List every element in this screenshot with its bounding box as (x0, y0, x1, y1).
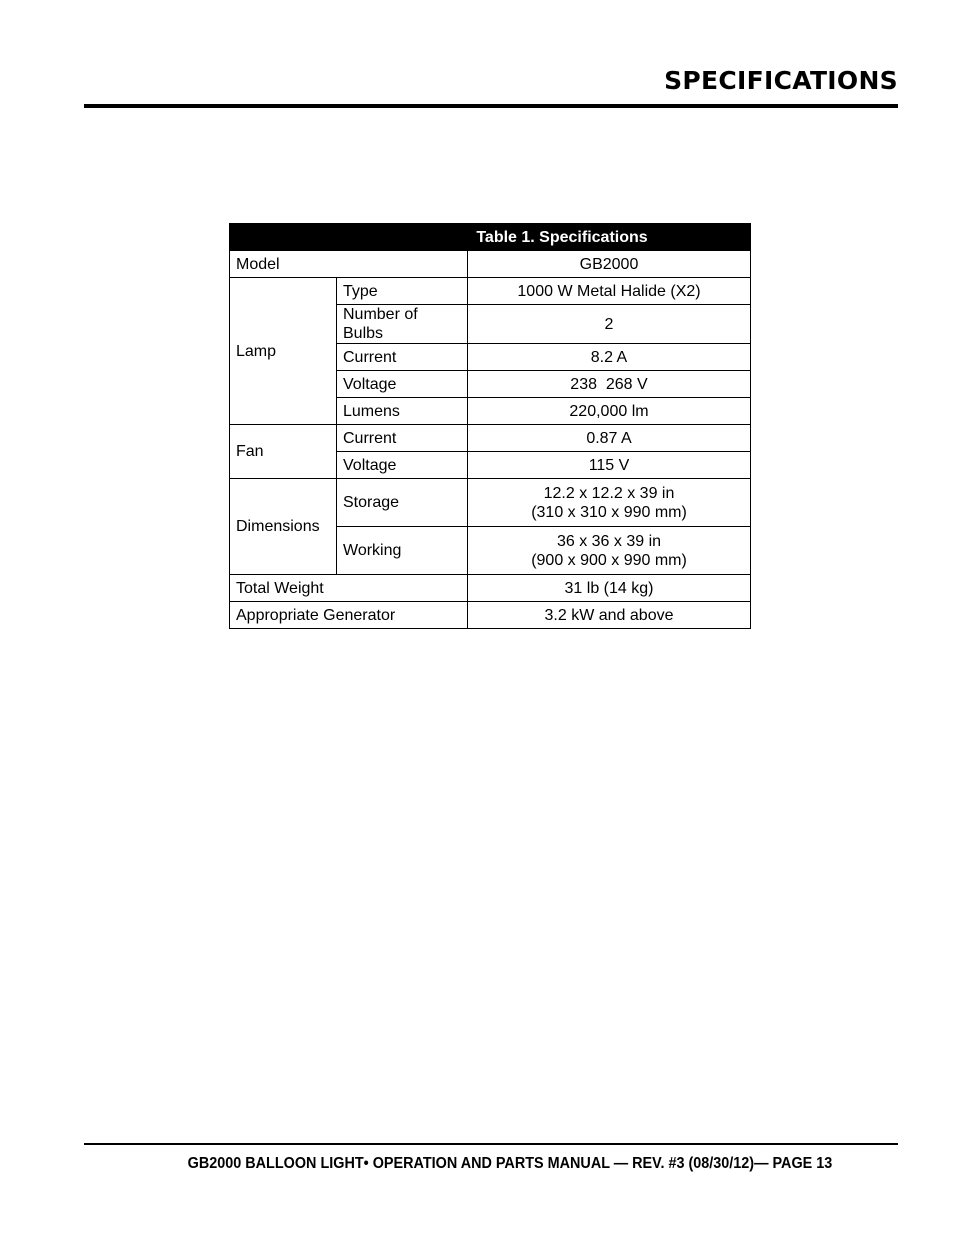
table-row (230, 602, 751, 629)
fan-current-label: Current (337, 425, 468, 452)
table-row (230, 575, 751, 602)
lamp-bulbs-label: Number of Bulbs (337, 305, 468, 344)
fan-voltage-value: 115 V (468, 452, 751, 479)
generator-label: Appropriate Generator (230, 602, 468, 629)
model-value: GB2000 (468, 251, 751, 278)
table-row (230, 479, 751, 527)
lamp-voltage-value: 238 268 V (468, 371, 751, 398)
lamp-lumens-label: Lumens (337, 398, 468, 425)
lamp-label: Lamp (230, 278, 337, 425)
weight-value: 31 lb (14 kg) (468, 575, 751, 602)
page-title: SPECIFICATIONS (664, 66, 898, 95)
table-caption-row (230, 224, 751, 251)
weight-label: Total Weight (230, 575, 468, 602)
lamp-type-value: 1000 W Metal Halide (X2) (468, 278, 751, 305)
dimensions-working-value-line1: 36 x 36 x 39 in (556, 532, 662, 550)
table-row (230, 278, 751, 305)
dimensions-working-value (468, 527, 751, 575)
dimensions-storage-value-line1: 12.2 x 12.2 x 39 in (543, 484, 675, 502)
lamp-type-label: Type (337, 278, 468, 305)
table-row (230, 425, 751, 452)
specifications-table (229, 223, 751, 629)
dimensions-working-value-line2: (900 x 900 x 990 mm) (531, 551, 687, 569)
dimensions-storage-value-line2: (310 x 310 x 990 mm) (531, 503, 687, 521)
page-footer (84, 1143, 898, 1172)
lamp-lumens-value: 220,000 lm (468, 398, 751, 425)
lamp-current-label: Current (337, 344, 468, 371)
model-label: Model (230, 251, 468, 278)
page-header (84, 66, 898, 108)
lamp-bulbs-value: 2 (468, 305, 751, 344)
lamp-voltage-label: Voltage (337, 371, 468, 398)
fan-current-value: 0.87 A (468, 425, 751, 452)
fan-voltage-label: Voltage (337, 452, 468, 479)
dimensions-working-label: Working (337, 527, 468, 575)
dimensions-storage-value (468, 479, 751, 527)
generator-value: 3.2 kW and above (468, 602, 751, 629)
table-row (230, 251, 751, 278)
fan-label: Fan (230, 425, 337, 479)
lamp-current-value: 8.2 A (468, 344, 751, 371)
dimensions-label: Dimensions (230, 479, 337, 575)
dimensions-storage-label: Storage (337, 479, 468, 527)
footer-text: GB2000 BALLOON LIGHT• OPERATION AND PARTS MANUAL — REV. #3 (08/30/12)— PAGE 13 (187, 1155, 832, 1172)
table-caption: Table 1. Specifications (230, 224, 751, 251)
